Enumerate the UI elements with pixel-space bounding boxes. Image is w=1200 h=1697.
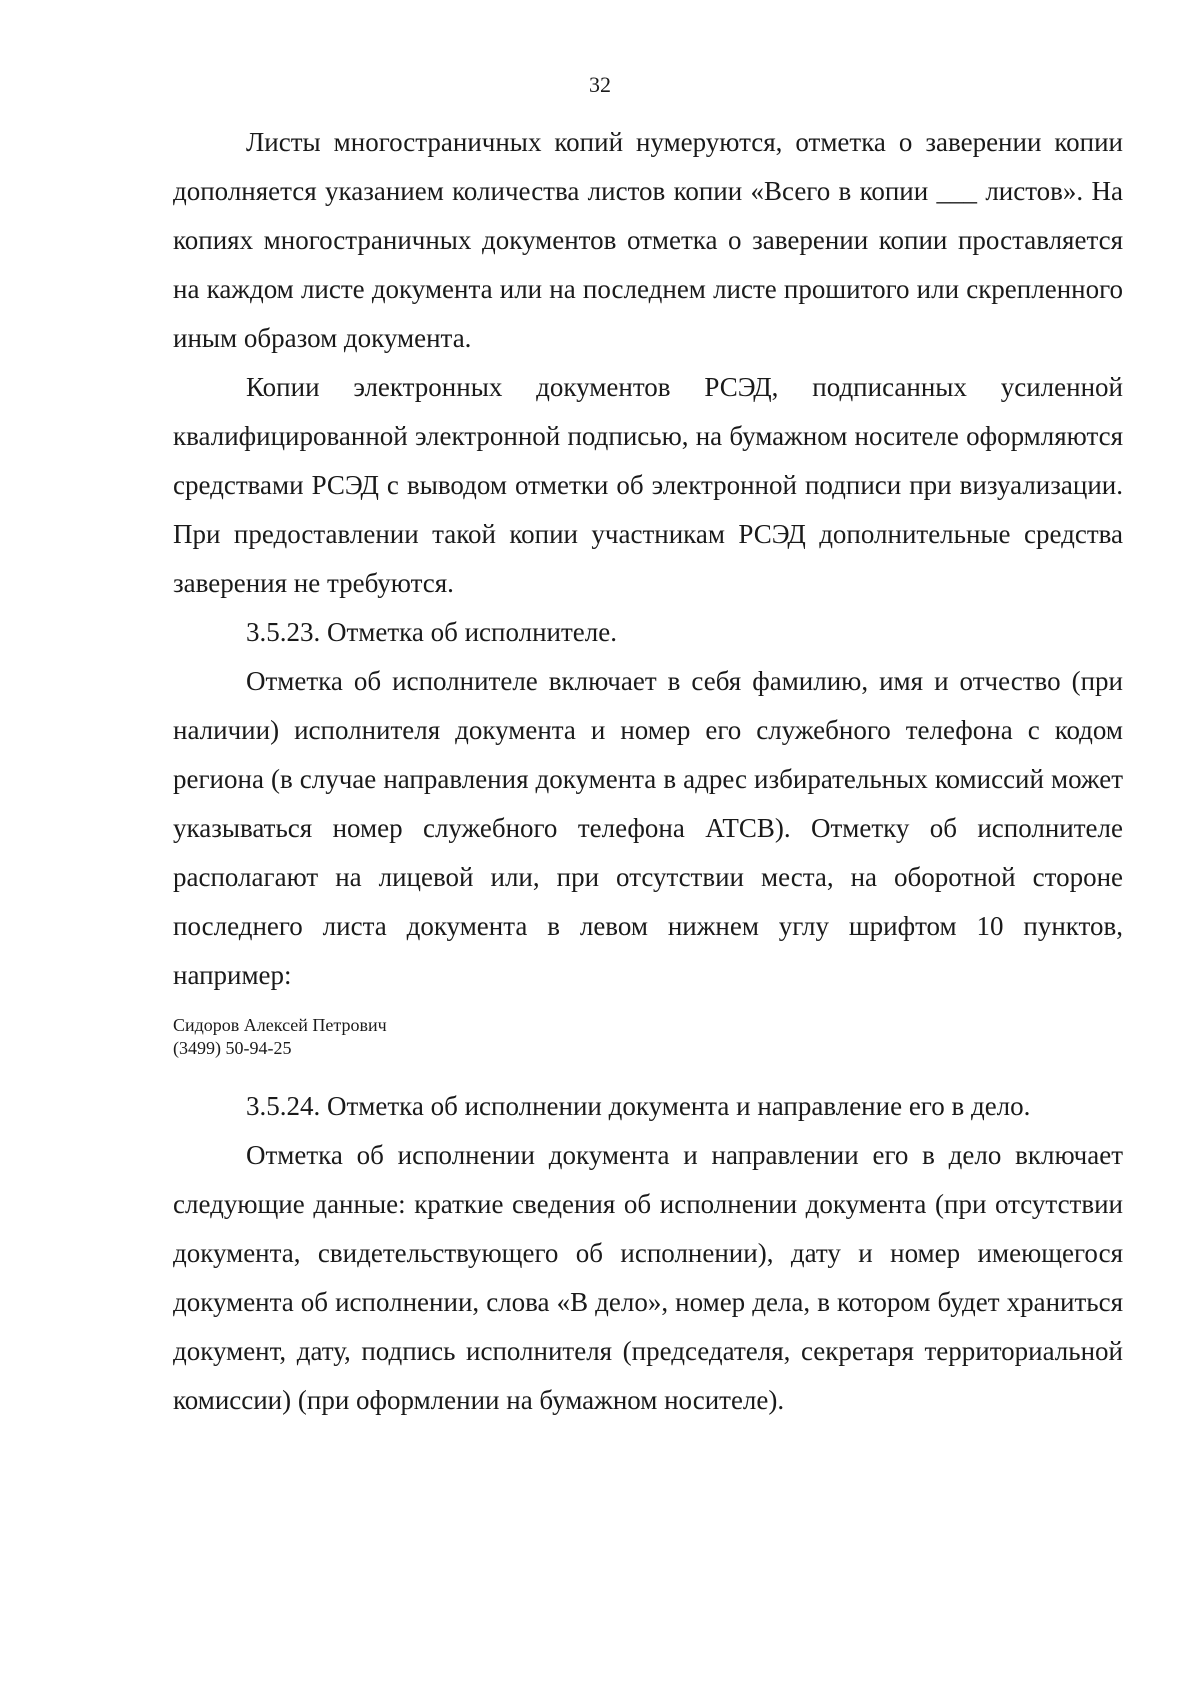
example-name: Сидоров Алексей Петрович: [173, 1015, 387, 1035]
document-body: [173, 118, 1123, 1425]
paragraph-multipage-copies: Листы многостраничных копий нумеруются, отметка о заверении копии дополняется указанием количества листов копии «Всего в копии ___ листов». На копиях многостраничных документов отметка о заверении копии проставляется на каждом листе документа или на последнем листе прошитого или скрепленного иным образом документа.: [173, 127, 1123, 353]
section-heading-3-5-24: 3.5.24. Отметка об исполнении документа и направление его в дело.: [246, 1091, 1031, 1121]
paragraph-electronic-copies: Копии электронных документов РСЭД, подписанных усиленной квалифицированной электронной подписью, на бумажном носителе оформляются средствами РСЭД с выводом отметки об электронной подписи при визуализации. При предоставлении такой копии участникам РСЭД дополнительные средства заверения не требуются.: [173, 372, 1123, 598]
paragraph-executor-mark: Отметка об исполнителе включает в себя фамилию, имя и отчество (при наличии) исполнителя документа и номер его служебного телефона с кодом региона (в случае направления документа в адрес избирательных комиссий может указываться номер служебного телефона АТСВ). Отметку об исполнителе располагают на лицевой или, при отсутствии места, на оборотной стороне последнего листа документа в левом нижнем углу шрифтом 10 пунктов, например:: [173, 666, 1123, 990]
executor-example: [173, 1014, 1123, 1060]
example-phone: (3499) 50-94-25: [173, 1038, 292, 1058]
section-heading-3-5-23: 3.5.23. Отметка об исполнителе.: [246, 617, 617, 647]
paragraph-execution-mark: Отметка об исполнении документа и направлении его в дело включает следующие данные: краткие сведения об исполнении документа (при отсутствии документа, свидетельствующего об исполнении), дату и номер имеющегося документа об исполнении, слова «В дело», номер дела, в котором будет храниться документ, дату, подпись исполнителя (председателя, секретаря территориальной комиссии) (при оформлении на бумажном носителе).: [173, 1140, 1123, 1415]
page-number: 32: [589, 72, 611, 97]
